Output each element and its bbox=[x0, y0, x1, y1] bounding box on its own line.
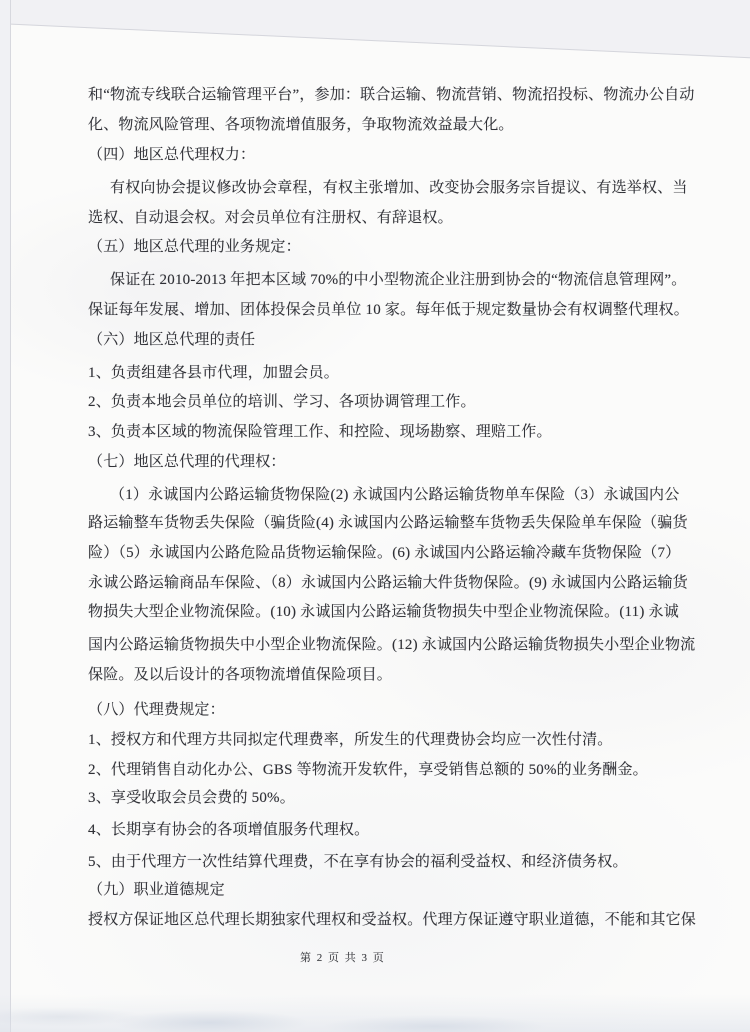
paragraph-line: （1）永诚国内公路运输货物保险(2) 永诚国内公路运输货物单车保险（3）永诚国内公 bbox=[110, 487, 680, 503]
paragraph-line: 和“物流专线联合运输管理平台”，参加：联合运输、物流营销、物流招投标、物流办公自动 bbox=[88, 87, 695, 103]
section-heading: （五）地区总代理的业务规定： bbox=[88, 239, 301, 255]
paragraph-line: 险）（5）永诚国内公路危险品货物运输保险。(6) 永诚国内公路运输冷藏车货物保险（7） bbox=[88, 545, 681, 561]
paper-top-fold-edge bbox=[0, 0, 750, 60]
paragraph-line: 路运输整车货物丢失保险（骗货险(4) 永诚国内公路运输整车货物丢失保险单车保险（骗货 bbox=[88, 515, 688, 531]
list-item-line: 1、授权方和代理方共同拟定代理费率，所发生的代理费协会均应一次性付清。 bbox=[88, 732, 613, 748]
paragraph-line: 保证在 2010-2013 年把本区域 70%的中小型物流企业注册到协会的“物流信息管理网”。 bbox=[110, 272, 687, 288]
section-heading: （八）代理费规定： bbox=[88, 702, 225, 718]
paragraph-line: 物损失大型企业物流保险。(10) 永诚国内公路运输货物损失中型企业物流保险。(11) 永诚 bbox=[88, 604, 679, 620]
paragraph-line: 国内公路运输货物损失中小型企业物流保险。(12) 永诚国内公路运输货物损失小型企业物流 bbox=[88, 637, 696, 653]
paragraph-line: 选权、自动退会权。对会员单位有注册权、有辞退权。 bbox=[88, 210, 453, 226]
list-item-line: 2、负责本地会员单位的培训、学习、各项协调管理工作。 bbox=[88, 394, 476, 410]
paragraph-line: 永诚公路运输商品车保险、（8）永诚国内公路运输大件货物保险。(9) 永诚国内公路运输货 bbox=[88, 575, 688, 591]
paragraph-line: 化、物流风险管理、各项物流增值服务，争取物流效益最大化。 bbox=[88, 117, 514, 133]
paragraph-line: 保险。及以后设计的各项物流增值保险项目。 bbox=[88, 667, 393, 683]
section-heading: （四）地区总代理权力： bbox=[88, 147, 256, 163]
section-heading: （九）职业道德规定 bbox=[88, 882, 225, 898]
list-item-line: 3、享受收取会员会费的 50%。 bbox=[88, 790, 295, 806]
list-item-line: 5、由于代理方一次性结算代理费，不在享有协会的福利受益权、和经济债务权。 bbox=[88, 854, 628, 870]
section-heading: （七）地区总代理的代理权： bbox=[88, 454, 286, 470]
page-number-footer: 第 2 页 共 3 页 bbox=[300, 952, 386, 964]
list-item-line: 1、负责组建各县市代理，加盟会员。 bbox=[88, 365, 339, 381]
paragraph-line: 保证每年发展、增加、团体投保会员单位 10 家。每年低于规定数量协会有权调整代理权。 bbox=[88, 302, 689, 318]
paragraph-line: 授权方保证地区总代理长期独家代理权和受益权。代理方保证遵守职业道德，不能和其它保 bbox=[88, 912, 697, 928]
paragraph-line: 有权向协会提议修改协会章程，有权主张增加、改变协会服务宗旨提议、有选举权、当 bbox=[110, 180, 688, 196]
list-item-line: 4、长期享有协会的各项增值服务代理权。 bbox=[88, 822, 370, 838]
list-item-line: 2、代理销售自动化办公、GBS 等物流开发软件，享受销售总额的 50%的业务酬金。 bbox=[88, 762, 648, 778]
list-item-line: 3、负责本区域的物流保险管理工作、和控险、现场勘察、理赔工作。 bbox=[88, 424, 552, 440]
paper-left-edge bbox=[0, 0, 11, 1032]
scan-bottom-shadow bbox=[0, 994, 750, 1032]
section-heading: （六）地区总代理的责任 bbox=[88, 332, 256, 348]
